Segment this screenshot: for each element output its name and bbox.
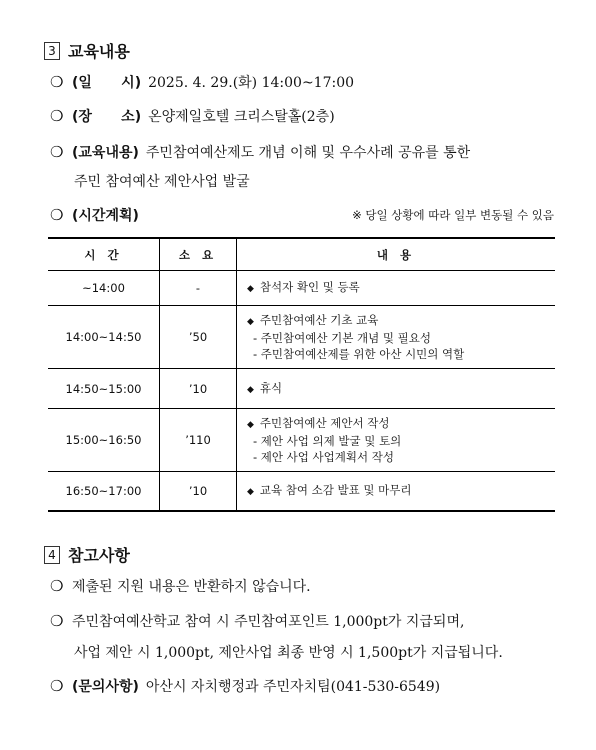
row-sub-text: - 제안 사업 사업계획서 작성: [253, 450, 394, 464]
content-value-line2: 주민 참여예산 제안사업 발굴: [74, 174, 250, 190]
table-row: [48, 472, 555, 511]
row-content: [237, 306, 556, 369]
circle-bullet-icon: ❍: [50, 612, 64, 630]
section-title: 교육내용: [68, 42, 130, 61]
circle-bullet-icon: ❍: [50, 143, 64, 161]
row-main-text: 교육 참여 소감 발표 및 마무리: [259, 482, 412, 497]
diamond-bullet-icon: ◆: [247, 486, 254, 497]
row-time: 15:00~16:50: [48, 409, 160, 472]
table-header-row: [48, 238, 555, 271]
row-time: 14:00~14:50: [48, 306, 160, 369]
row-main-text: 휴식: [259, 380, 283, 395]
note-text-line2: 사업 제안 시 1,000pt, 제안사업 최종 반영 시 1,500pt가 지급됩니다.: [74, 645, 503, 661]
place-value: 온양제일호텔 크리스탈홀(2층): [148, 109, 335, 125]
schedule-note: ※ 당일 상황에 따라 일부 변동될 수 있음: [352, 208, 554, 222]
circle-bullet-icon: ❍: [50, 107, 64, 125]
row-sub-text: - 주민참여예산제를 위한 아산 시민의 역할: [253, 347, 465, 361]
row-content: [237, 472, 556, 511]
row-time: 14:50~15:00: [48, 369, 160, 409]
section-number-box: 4: [44, 546, 60, 564]
contact-item: [50, 676, 440, 696]
row-duration: ’50: [160, 306, 237, 369]
date-label: (일 시): [72, 75, 142, 91]
circle-bullet-icon: ❍: [50, 73, 64, 91]
diamond-bullet-icon: ◆: [247, 384, 254, 395]
row-sub-text: - 주민참여예산 기본 개념 및 필요성: [253, 331, 431, 345]
schedule-label: (시간계획): [72, 208, 139, 224]
row-main-text: 주민참여예산 기초 교육: [259, 313, 379, 327]
row-sub-text: - 제안 사업 의제 발굴 및 토의: [253, 434, 402, 448]
table-row: [48, 306, 555, 369]
section-title: 참고사항: [68, 546, 130, 565]
row-time: ~14:00: [48, 271, 160, 306]
content-item: [50, 142, 470, 162]
header-content: 내 용: [237, 238, 556, 271]
circle-bullet-icon: ❍: [50, 206, 64, 224]
note-item-2: [50, 611, 464, 631]
table-row: [48, 271, 555, 306]
row-duration: -: [160, 271, 237, 306]
section-number-box: 3: [44, 42, 60, 60]
row-main-text: 참석자 확인 및 등록: [259, 280, 360, 294]
table-row: [48, 409, 555, 472]
date-item: [50, 72, 354, 92]
circle-bullet-icon: ❍: [50, 677, 64, 695]
row-main-text: 주민참여예산 제안서 작성: [259, 416, 390, 430]
date-value: 2025. 4. 29.(화) 14:00~17:00: [148, 75, 355, 91]
contact-label: (문의사항): [72, 679, 139, 695]
content-value-line1: 주민참여예산제도 개념 이해 및 우수사례 공유를 통한: [145, 145, 471, 161]
row-duration: ’10: [160, 472, 237, 511]
section-4-heading: [44, 543, 130, 566]
schedule-item: [50, 205, 146, 225]
note-item-1: [50, 576, 311, 596]
table-row: [48, 369, 555, 409]
contact-value: 아산시 자치행정과 주민자치팀(041-530-6549): [145, 679, 441, 695]
diamond-bullet-icon: ◆: [247, 420, 254, 430]
note-text: 제출된 지원 내용은 반환하지 않습니다.: [72, 579, 311, 595]
row-time: 16:50~17:00: [48, 472, 160, 511]
row-content: [237, 369, 556, 409]
header-duration: 소 요: [160, 238, 237, 271]
diamond-bullet-icon: ◆: [247, 284, 254, 294]
row-duration: ’110: [160, 409, 237, 472]
row-duration: ’10: [160, 369, 237, 409]
schedule-table: [48, 237, 555, 512]
row-content: [237, 409, 556, 472]
header-time: 시 간: [48, 238, 160, 271]
note-text-line1: 주민참여예산학교 참여 시 주민참여포인트 1,000pt가 지급되며,: [72, 614, 465, 630]
place-label: (장 소): [72, 109, 142, 125]
content-label: (교육내용): [72, 145, 139, 161]
place-item: [50, 106, 335, 126]
row-content: [237, 271, 556, 306]
diamond-bullet-icon: ◆: [247, 317, 254, 327]
section-3-heading: [44, 39, 130, 62]
circle-bullet-icon: ❍: [50, 577, 64, 595]
